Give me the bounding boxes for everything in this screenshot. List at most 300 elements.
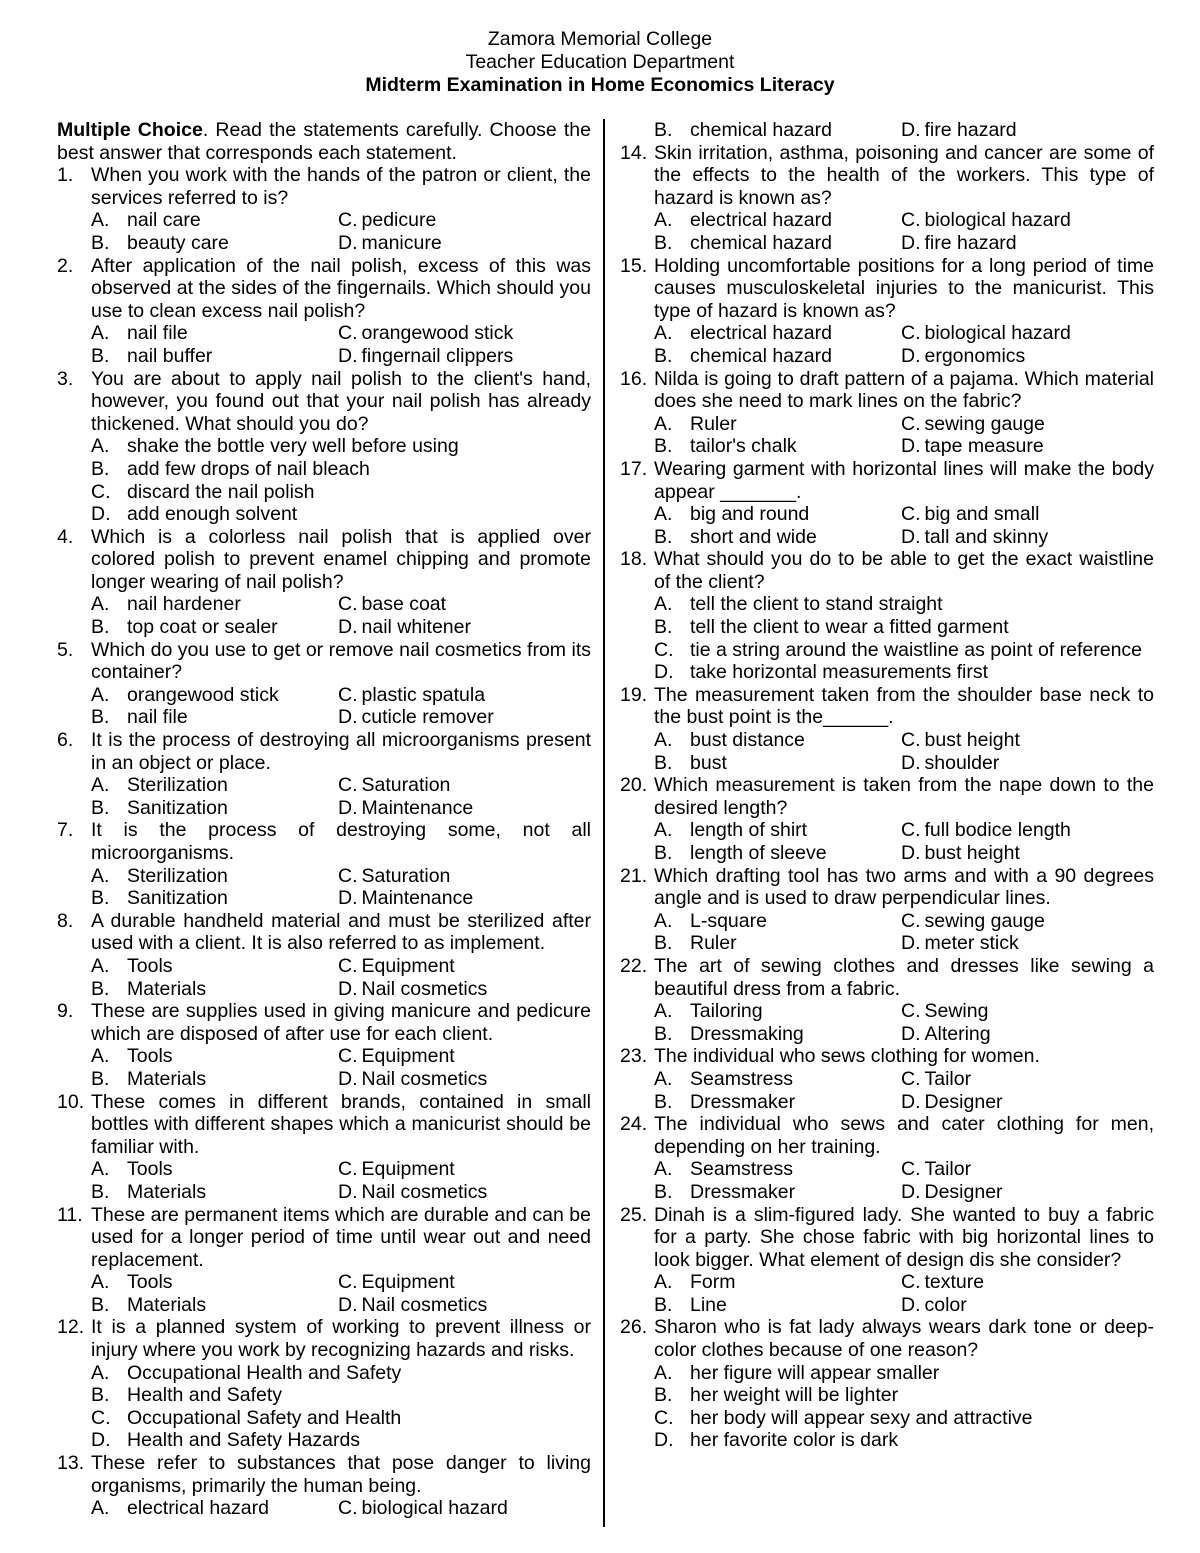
answer-option	[901, 1181, 1154, 1204]
option-list	[654, 910, 1154, 955]
option-list	[654, 413, 1154, 458]
option-letter: C.	[338, 954, 358, 977]
answer-option	[901, 345, 1154, 368]
answer-option	[338, 1181, 591, 1204]
option-list	[654, 1271, 1154, 1316]
question-stem: Which drafting tool has two arms and with a 90 degrees angle and is used to draw perpendicular lines.	[654, 864, 1154, 910]
answer-option	[91, 978, 338, 1001]
option-letter: C.	[91, 1406, 111, 1429]
answer-option	[654, 322, 901, 345]
answer-option	[338, 1271, 591, 1294]
question-stem: You are about to apply nail polish to the client's hand, however, you found out that your nail polish has already thickened. What should you do?	[91, 367, 591, 435]
answer-option	[338, 232, 591, 255]
option-text: Occupational Safety and Health	[127, 1406, 402, 1429]
option-text: Tools	[127, 1158, 173, 1181]
option-letter: B.	[654, 1384, 673, 1407]
question-stem: These are supplies used in giving manicure and pedicure which are disposed of after use for each client.	[91, 1000, 591, 1045]
option-letter: A.	[91, 683, 110, 706]
option-letter: A.	[654, 909, 673, 932]
option-letter: B.	[91, 1293, 110, 1316]
college-name: Zamora Memorial College	[487, 28, 713, 50]
answer-option	[901, 842, 1154, 865]
option-letter: A.	[91, 435, 110, 458]
option-text: shoulder	[924, 751, 1000, 774]
answer-option	[338, 1294, 591, 1317]
answer-option	[91, 616, 338, 639]
option-letter: B.	[654, 1293, 673, 1316]
answer-option	[338, 209, 591, 232]
answer-option	[91, 1158, 338, 1181]
option-text: tape measure	[924, 435, 1044, 458]
answer-option	[338, 887, 591, 910]
option-text: beauty care	[127, 231, 229, 254]
answer-option	[91, 345, 338, 368]
question-item	[57, 1091, 591, 1204]
option-letter: C.	[338, 1158, 358, 1181]
answer-option	[654, 1407, 1154, 1430]
answer-option	[91, 1407, 591, 1430]
option-list	[91, 1045, 591, 1090]
answer-option	[338, 684, 591, 707]
question-stem: These refer to substances that pose danger to living organisms, primarily the human being.	[91, 1452, 591, 1497]
option-letter: B.	[654, 231, 673, 254]
answer-option	[91, 322, 338, 345]
option-letter: A.	[654, 1271, 673, 1294]
answer-option	[338, 1045, 591, 1068]
question-number: 13.	[57, 1452, 85, 1475]
option-letter: D.	[338, 1067, 358, 1090]
option-text: Nail cosmetics	[361, 1067, 488, 1090]
option-letter: B.	[654, 1180, 673, 1203]
option-letter: D.	[901, 1022, 921, 1045]
answer-option	[654, 1181, 901, 1204]
answer-option	[654, 932, 901, 955]
answer-option	[91, 774, 338, 797]
option-text: Equipment	[361, 1045, 455, 1068]
option-list	[91, 865, 591, 910]
question-item	[620, 1316, 1154, 1452]
option-letter: C.	[338, 864, 358, 887]
option-text: Ruler	[690, 412, 737, 435]
question-item	[620, 684, 1154, 774]
option-text: Materials	[127, 977, 207, 1000]
option-list	[654, 119, 1154, 142]
option-letter: C.	[901, 909, 921, 932]
answer-option	[901, 232, 1154, 255]
option-text: sewing gauge	[924, 412, 1045, 435]
instructions-label: Multiple Choice	[57, 119, 203, 141]
option-text: sewing gauge	[924, 909, 1045, 932]
question-number: 12.	[57, 1316, 85, 1339]
question-number: 18.	[620, 548, 648, 571]
option-text: fire hazard	[924, 231, 1017, 254]
option-letter: D.	[901, 842, 921, 864]
option-letter: C.	[338, 1271, 358, 1294]
option-letter: A.	[654, 322, 673, 345]
question-item	[57, 368, 591, 526]
answer-option	[901, 1158, 1154, 1181]
answer-option	[91, 593, 338, 616]
question-stem: These are permanent items which are durable and can be used for a longer period of time until wear out and need replacement.	[91, 1203, 591, 1271]
option-text: chemical hazard	[690, 231, 832, 254]
option-text: pedicure	[361, 209, 437, 232]
option-text: Sterilization	[127, 864, 228, 887]
question-stem: It is the process of destroying some, not all microorganisms.	[91, 819, 591, 864]
option-text: base coat	[361, 593, 447, 616]
option-text: nail file	[127, 322, 188, 345]
option-text: Line	[690, 1293, 727, 1316]
option-text: Form	[690, 1271, 736, 1294]
question-stem: It is the process of destroying all microorganisms present in an object or place.	[91, 729, 591, 774]
option-list	[654, 503, 1154, 548]
question-item	[57, 729, 591, 819]
option-text: cuticle remover	[361, 706, 494, 729]
question-item	[57, 526, 591, 639]
answer-option	[91, 1045, 338, 1068]
option-letter: D.	[901, 1293, 921, 1316]
option-text: Seamstress	[690, 1158, 793, 1181]
option-text: tell the client to stand straight	[690, 593, 943, 616]
answer-option	[654, 1023, 901, 1046]
answer-option	[901, 819, 1154, 842]
question-stem: The individual who sews clothing for women.	[654, 1045, 1040, 1068]
option-letter: D.	[901, 231, 921, 254]
answer-option	[91, 1271, 338, 1294]
option-text: Seamstress	[690, 1067, 793, 1090]
option-text: chemical hazard	[690, 344, 832, 367]
question-item	[57, 639, 591, 729]
option-letter: D.	[91, 503, 111, 526]
answer-option	[654, 345, 901, 368]
option-letter: B.	[654, 616, 673, 639]
answer-option	[654, 1362, 1154, 1385]
answer-option	[654, 1271, 901, 1294]
answer-option	[901, 209, 1154, 232]
option-letter: A.	[91, 954, 110, 977]
question-item	[57, 819, 591, 909]
option-text: Tools	[127, 1045, 173, 1068]
question-number: 14.	[620, 141, 648, 164]
option-text: Tools	[127, 954, 173, 977]
answer-option	[901, 910, 1154, 933]
option-text: Saturation	[361, 774, 451, 797]
question-item	[620, 865, 1154, 955]
instructions	[57, 119, 591, 164]
option-letter: C.	[901, 1271, 921, 1294]
question-stem: After application of the nail polish, excess of this was observed at the sides of the fingernails. Which should you use to clean excess nail polish?	[91, 254, 591, 322]
option-text: Tailoring	[690, 1000, 763, 1023]
option-letter: A.	[91, 322, 110, 345]
question-item	[57, 1316, 591, 1452]
question-number: 24.	[620, 1113, 648, 1136]
option-text: big and small	[924, 503, 1040, 526]
answer-option	[654, 1158, 901, 1181]
answer-option	[91, 209, 338, 232]
answer-option	[338, 1068, 591, 1091]
option-text: nail hardener	[127, 593, 241, 616]
option-list	[91, 1158, 591, 1203]
question-stem: These comes in different brands, contained in small bottles with different shapes which a manicurist should be familiar with.	[91, 1090, 591, 1158]
option-letter: A.	[91, 1271, 110, 1294]
option-text: Designer	[924, 1180, 1003, 1203]
option-letter: B.	[91, 887, 110, 910]
option-letter: A.	[654, 729, 673, 752]
option-letter: B.	[91, 231, 110, 254]
question-number: 1.	[57, 164, 74, 187]
question-number: 23.	[620, 1045, 648, 1068]
question-stem: Skin irritation, asthma, poisoning and cancer are some of the effects to the health of the workers. This type of hazard is known as?	[654, 141, 1154, 209]
answer-option	[654, 752, 901, 775]
option-text: Nail cosmetics	[361, 1293, 488, 1316]
answer-option	[901, 119, 1154, 142]
answer-option	[91, 684, 338, 707]
option-list	[654, 593, 1154, 683]
option-letter: D.	[901, 932, 921, 955]
option-text: biological hazard	[361, 1497, 508, 1520]
option-text: electrical hazard	[690, 322, 832, 345]
option-letter: A.	[91, 1361, 110, 1384]
option-text: Dressmaking	[690, 1022, 804, 1045]
question-stem: Holding uncomfortable positions for a long period of time causes musculoskeletal injuries to the manicurist. This type of hazard is known as?	[654, 254, 1154, 322]
question-stem: It is a planned system of working to prevent illness or injury where you work by recognizing hazards and risks.	[91, 1316, 591, 1362]
question-item	[57, 1000, 591, 1090]
exam-title: Midterm Examination in Home Economics Literacy	[365, 74, 835, 96]
answer-option	[654, 842, 901, 865]
option-letter: A.	[654, 209, 673, 232]
option-text: her weight will be lighter	[690, 1384, 899, 1407]
answer-option	[901, 503, 1154, 526]
answer-option	[654, 1091, 901, 1114]
answer-option	[338, 774, 591, 797]
option-list	[91, 684, 591, 729]
option-text: Dressmaker	[690, 1180, 796, 1203]
option-letter: C.	[901, 1067, 921, 1090]
question-number: 3.	[57, 367, 74, 390]
option-list	[91, 1497, 591, 1520]
option-letter: A.	[654, 1067, 673, 1090]
question-number: 4.	[57, 525, 74, 548]
option-letter: D.	[338, 977, 358, 1000]
answer-option	[91, 458, 591, 481]
option-letter: D.	[901, 344, 921, 367]
answer-option	[901, 729, 1154, 752]
question-number: 11.	[57, 1203, 83, 1226]
option-text: tailor's chalk	[690, 435, 797, 458]
option-text: plastic spatula	[361, 683, 486, 706]
option-letter: D.	[654, 1429, 674, 1452]
answer-option	[654, 503, 901, 526]
answer-option	[654, 729, 901, 752]
answer-option	[901, 1023, 1154, 1046]
option-letter: C.	[654, 1406, 674, 1429]
question-stem: The measurement taken from the shoulder base neck to the bust point is the______.	[654, 683, 1154, 729]
answer-option	[654, 1294, 901, 1317]
question-item	[57, 910, 591, 1000]
option-text: Equipment	[361, 1158, 455, 1181]
option-text: Sanitization	[127, 796, 228, 819]
answer-option	[901, 413, 1154, 436]
answer-option	[338, 1158, 591, 1181]
option-list	[91, 435, 591, 525]
answer-option	[901, 1068, 1154, 1091]
option-text: Sanitization	[127, 887, 228, 910]
option-letter: D.	[654, 661, 674, 684]
option-letter: A.	[91, 593, 110, 616]
question-number: 25.	[620, 1203, 648, 1226]
option-text: Materials	[127, 1067, 207, 1090]
answer-option	[91, 1068, 338, 1091]
answer-option	[901, 322, 1154, 345]
option-letter: C.	[901, 729, 921, 752]
question-stem: Wearing garment with horizontal lines will make the body appear _______.	[654, 457, 1154, 503]
option-text: Sterilization	[127, 774, 228, 797]
question-item	[620, 1113, 1154, 1203]
option-letter: B.	[91, 796, 110, 819]
option-letter: D.	[901, 1180, 921, 1203]
answer-option	[901, 752, 1154, 775]
question-number: 10.	[57, 1090, 85, 1113]
question-13-continued	[620, 119, 1154, 142]
option-letter: B.	[654, 1022, 673, 1045]
question-stem: Which do you use to get or remove nail cosmetics from its container?	[91, 638, 591, 684]
question-item	[620, 548, 1154, 684]
option-letter: C.	[901, 209, 921, 232]
option-letter: D.	[91, 1429, 111, 1452]
answer-option	[901, 1091, 1154, 1114]
question-item	[620, 774, 1154, 864]
option-text: bust height	[924, 729, 1020, 752]
option-text: nail whitener	[361, 616, 471, 639]
option-letter: D.	[338, 344, 358, 367]
answer-option	[338, 978, 591, 1001]
question-number: 7.	[57, 819, 74, 842]
option-text: nail file	[127, 706, 188, 729]
answer-option	[91, 1384, 591, 1407]
answer-option	[91, 706, 338, 729]
question-number: 26.	[620, 1316, 648, 1339]
option-text: short and wide	[690, 525, 817, 548]
answer-option	[338, 955, 591, 978]
option-text: fire hazard	[924, 119, 1017, 141]
answer-option	[91, 503, 591, 526]
option-letter: C.	[338, 683, 358, 706]
option-letter: B.	[654, 1090, 673, 1113]
option-list	[654, 1068, 1154, 1113]
answer-option	[901, 1294, 1154, 1317]
option-letter: A.	[654, 1000, 673, 1023]
option-letter: A.	[91, 1497, 110, 1520]
option-letter: C.	[901, 503, 921, 526]
question-number: 16.	[620, 367, 648, 390]
right-column	[620, 119, 1154, 1452]
option-text: her body will appear sexy and attractive	[690, 1406, 1033, 1429]
answer-option	[91, 1362, 591, 1385]
option-letter: B.	[91, 1067, 110, 1090]
option-text: Sewing	[924, 1000, 989, 1023]
option-text: Materials	[127, 1180, 207, 1203]
option-text: Maintenance	[361, 887, 474, 910]
option-letter: B.	[91, 457, 110, 480]
option-letter: A.	[91, 774, 110, 797]
option-letter: C.	[901, 1000, 921, 1023]
column-divider	[603, 119, 605, 1527]
answer-option	[654, 1068, 901, 1091]
question-number: 17.	[620, 457, 648, 480]
option-letter: B.	[654, 751, 673, 774]
option-text: Nail cosmetics	[361, 1180, 488, 1203]
option-letter: C.	[901, 1158, 921, 1181]
option-text: big and round	[690, 503, 810, 526]
question-item	[620, 1045, 1154, 1113]
option-text: take horizontal measurements first	[690, 661, 989, 684]
question-item	[57, 164, 591, 254]
question-number: 20.	[620, 774, 648, 797]
question-number: 21.	[620, 864, 648, 887]
answer-option	[654, 209, 901, 232]
option-text: tall and skinny	[924, 525, 1049, 548]
answer-option	[338, 706, 591, 729]
question-number: 9.	[57, 1000, 74, 1023]
option-text: chemical hazard	[690, 119, 832, 141]
option-text: Ruler	[690, 932, 737, 955]
option-list	[654, 322, 1154, 367]
option-letter: B.	[654, 932, 673, 955]
answer-option	[91, 1181, 338, 1204]
option-letter: B.	[91, 1384, 110, 1407]
option-letter: D.	[901, 1090, 921, 1113]
answer-option	[338, 797, 591, 820]
option-letter: B.	[91, 616, 110, 639]
option-letter: B.	[91, 1180, 110, 1203]
option-text: discard the nail polish	[127, 480, 315, 503]
option-text: tie a string around the waistline as point of reference	[690, 638, 1143, 661]
option-text: Dressmaker	[690, 1090, 796, 1113]
option-letter: C.	[338, 322, 358, 345]
answer-option	[654, 1384, 1154, 1407]
question-stem: Which is a colorless nail polish that is applied over colored polish to prevent enamel chipping and promote longer wearing of nail polish?	[91, 525, 591, 593]
option-letter: D.	[338, 796, 358, 819]
answer-option	[338, 345, 591, 368]
answer-option	[654, 119, 901, 142]
option-letter: D.	[338, 1180, 358, 1203]
question-item	[620, 368, 1154, 458]
answer-option	[654, 435, 901, 458]
option-letter: D.	[901, 119, 921, 141]
option-letter: A.	[91, 864, 110, 887]
option-list	[91, 774, 591, 819]
question-stem: When you work with the hands of the patron or client, the services referred to is?	[91, 164, 591, 209]
answer-option	[91, 797, 338, 820]
question-stem: The individual who sews and cater clothing for men, depending on her training.	[654, 1113, 1154, 1158]
answer-option	[338, 865, 591, 888]
option-text: nail buffer	[127, 344, 213, 367]
option-letter: C.	[901, 322, 921, 345]
option-text: bust	[690, 751, 727, 774]
left-column	[57, 119, 591, 1520]
option-letter: B.	[654, 119, 673, 141]
answer-option	[91, 1294, 338, 1317]
answer-option	[654, 593, 1154, 616]
answer-option	[91, 955, 338, 978]
option-text: shake the bottle very well before using	[127, 435, 459, 458]
question-item	[620, 142, 1154, 255]
option-text: biological hazard	[924, 322, 1071, 345]
option-letter: D.	[901, 751, 921, 774]
option-text: orangewood stick	[361, 322, 514, 345]
answer-option	[654, 413, 901, 436]
answer-option	[91, 481, 591, 504]
option-letter: B.	[654, 344, 673, 367]
